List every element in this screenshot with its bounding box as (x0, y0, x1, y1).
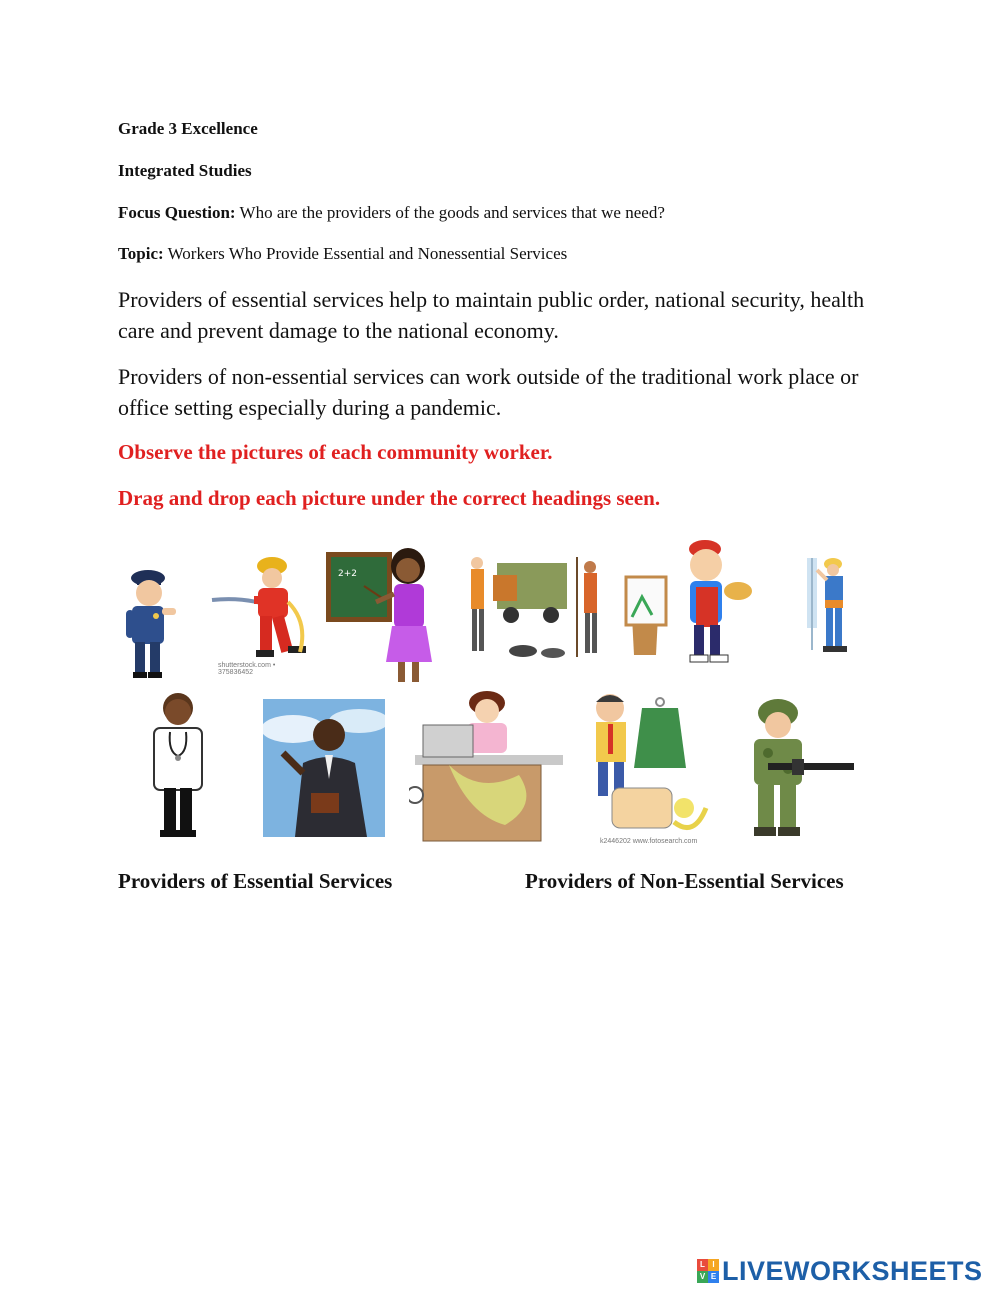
garbage-collectors-card[interactable] (463, 553, 607, 661)
focus-question-text: Who are the providers of the goods and services that we need? (239, 203, 665, 222)
firefighter-watermark: shutterstock.com • 375836452 (218, 662, 276, 676)
essential-column-heading: Providers of Essential Services (118, 869, 393, 893)
topic-label: Topic: (118, 244, 164, 263)
firefighter-icon (210, 552, 312, 672)
logo-tile-e: E (708, 1271, 719, 1283)
logo-tiles (697, 1259, 719, 1283)
seamstress-card[interactable] (409, 685, 566, 845)
nonessential-paragraph: Providers of non-essential services can work outside of the traditional work place or office setting especially during a pandemic. (118, 364, 859, 420)
svg-text:2+2: 2+2 (338, 569, 357, 579)
electrician-icon (805, 550, 860, 658)
police-officer-card[interactable] (118, 562, 186, 684)
topic (118, 244, 567, 264)
electrician-card[interactable] (805, 550, 860, 658)
sewing-machine-icon (409, 685, 566, 845)
firefighter-card[interactable] (210, 552, 312, 676)
doctor-icon (148, 692, 210, 842)
police-officer-icon (118, 562, 186, 684)
liveworksheets-logo[interactable] (697, 1255, 997, 1287)
drag-instruction: Drag and drop each picture under the correct headings seen. (118, 486, 661, 510)
preacher-icon (263, 699, 385, 837)
teacher-card[interactable] (324, 546, 436, 688)
logo-tile-v: V (697, 1271, 708, 1283)
logo-tile-l: L (697, 1259, 708, 1271)
focus-question (118, 203, 665, 223)
essential-paragraph: Providers of essential services help to maintain public order, national security, health care and prevent damage to the national economy. (118, 287, 865, 343)
painter-icon (620, 537, 760, 669)
observe-instruction: Observe the pictures of each community worker. (118, 440, 553, 464)
nonessential-column-heading: Providers of Non-Essential Services (525, 869, 844, 893)
soldier-card[interactable] (738, 697, 856, 843)
tailor-icon (574, 688, 714, 848)
preacher-card[interactable] (263, 699, 385, 837)
painter-card[interactable] (620, 537, 760, 669)
garbage-truck-icon (463, 553, 607, 661)
doctor-card[interactable] (148, 692, 210, 842)
soldier-icon (738, 697, 856, 843)
teacher-icon (324, 546, 436, 688)
subject-label: Integrated Studies (118, 161, 252, 180)
focus-question-label: Focus Question: (118, 203, 236, 222)
topic-text: Workers Who Provide Essential and Nonessential Services (167, 244, 568, 263)
logo-tile-i: I (708, 1259, 719, 1271)
tailor-card[interactable] (574, 688, 714, 848)
grade-label: Grade 3 Excellence (118, 119, 258, 138)
logo-text: LIVEWORKSHEETS (722, 1255, 983, 1286)
sewing-watermark: k2446202 www.fotosearch.com (600, 838, 698, 845)
